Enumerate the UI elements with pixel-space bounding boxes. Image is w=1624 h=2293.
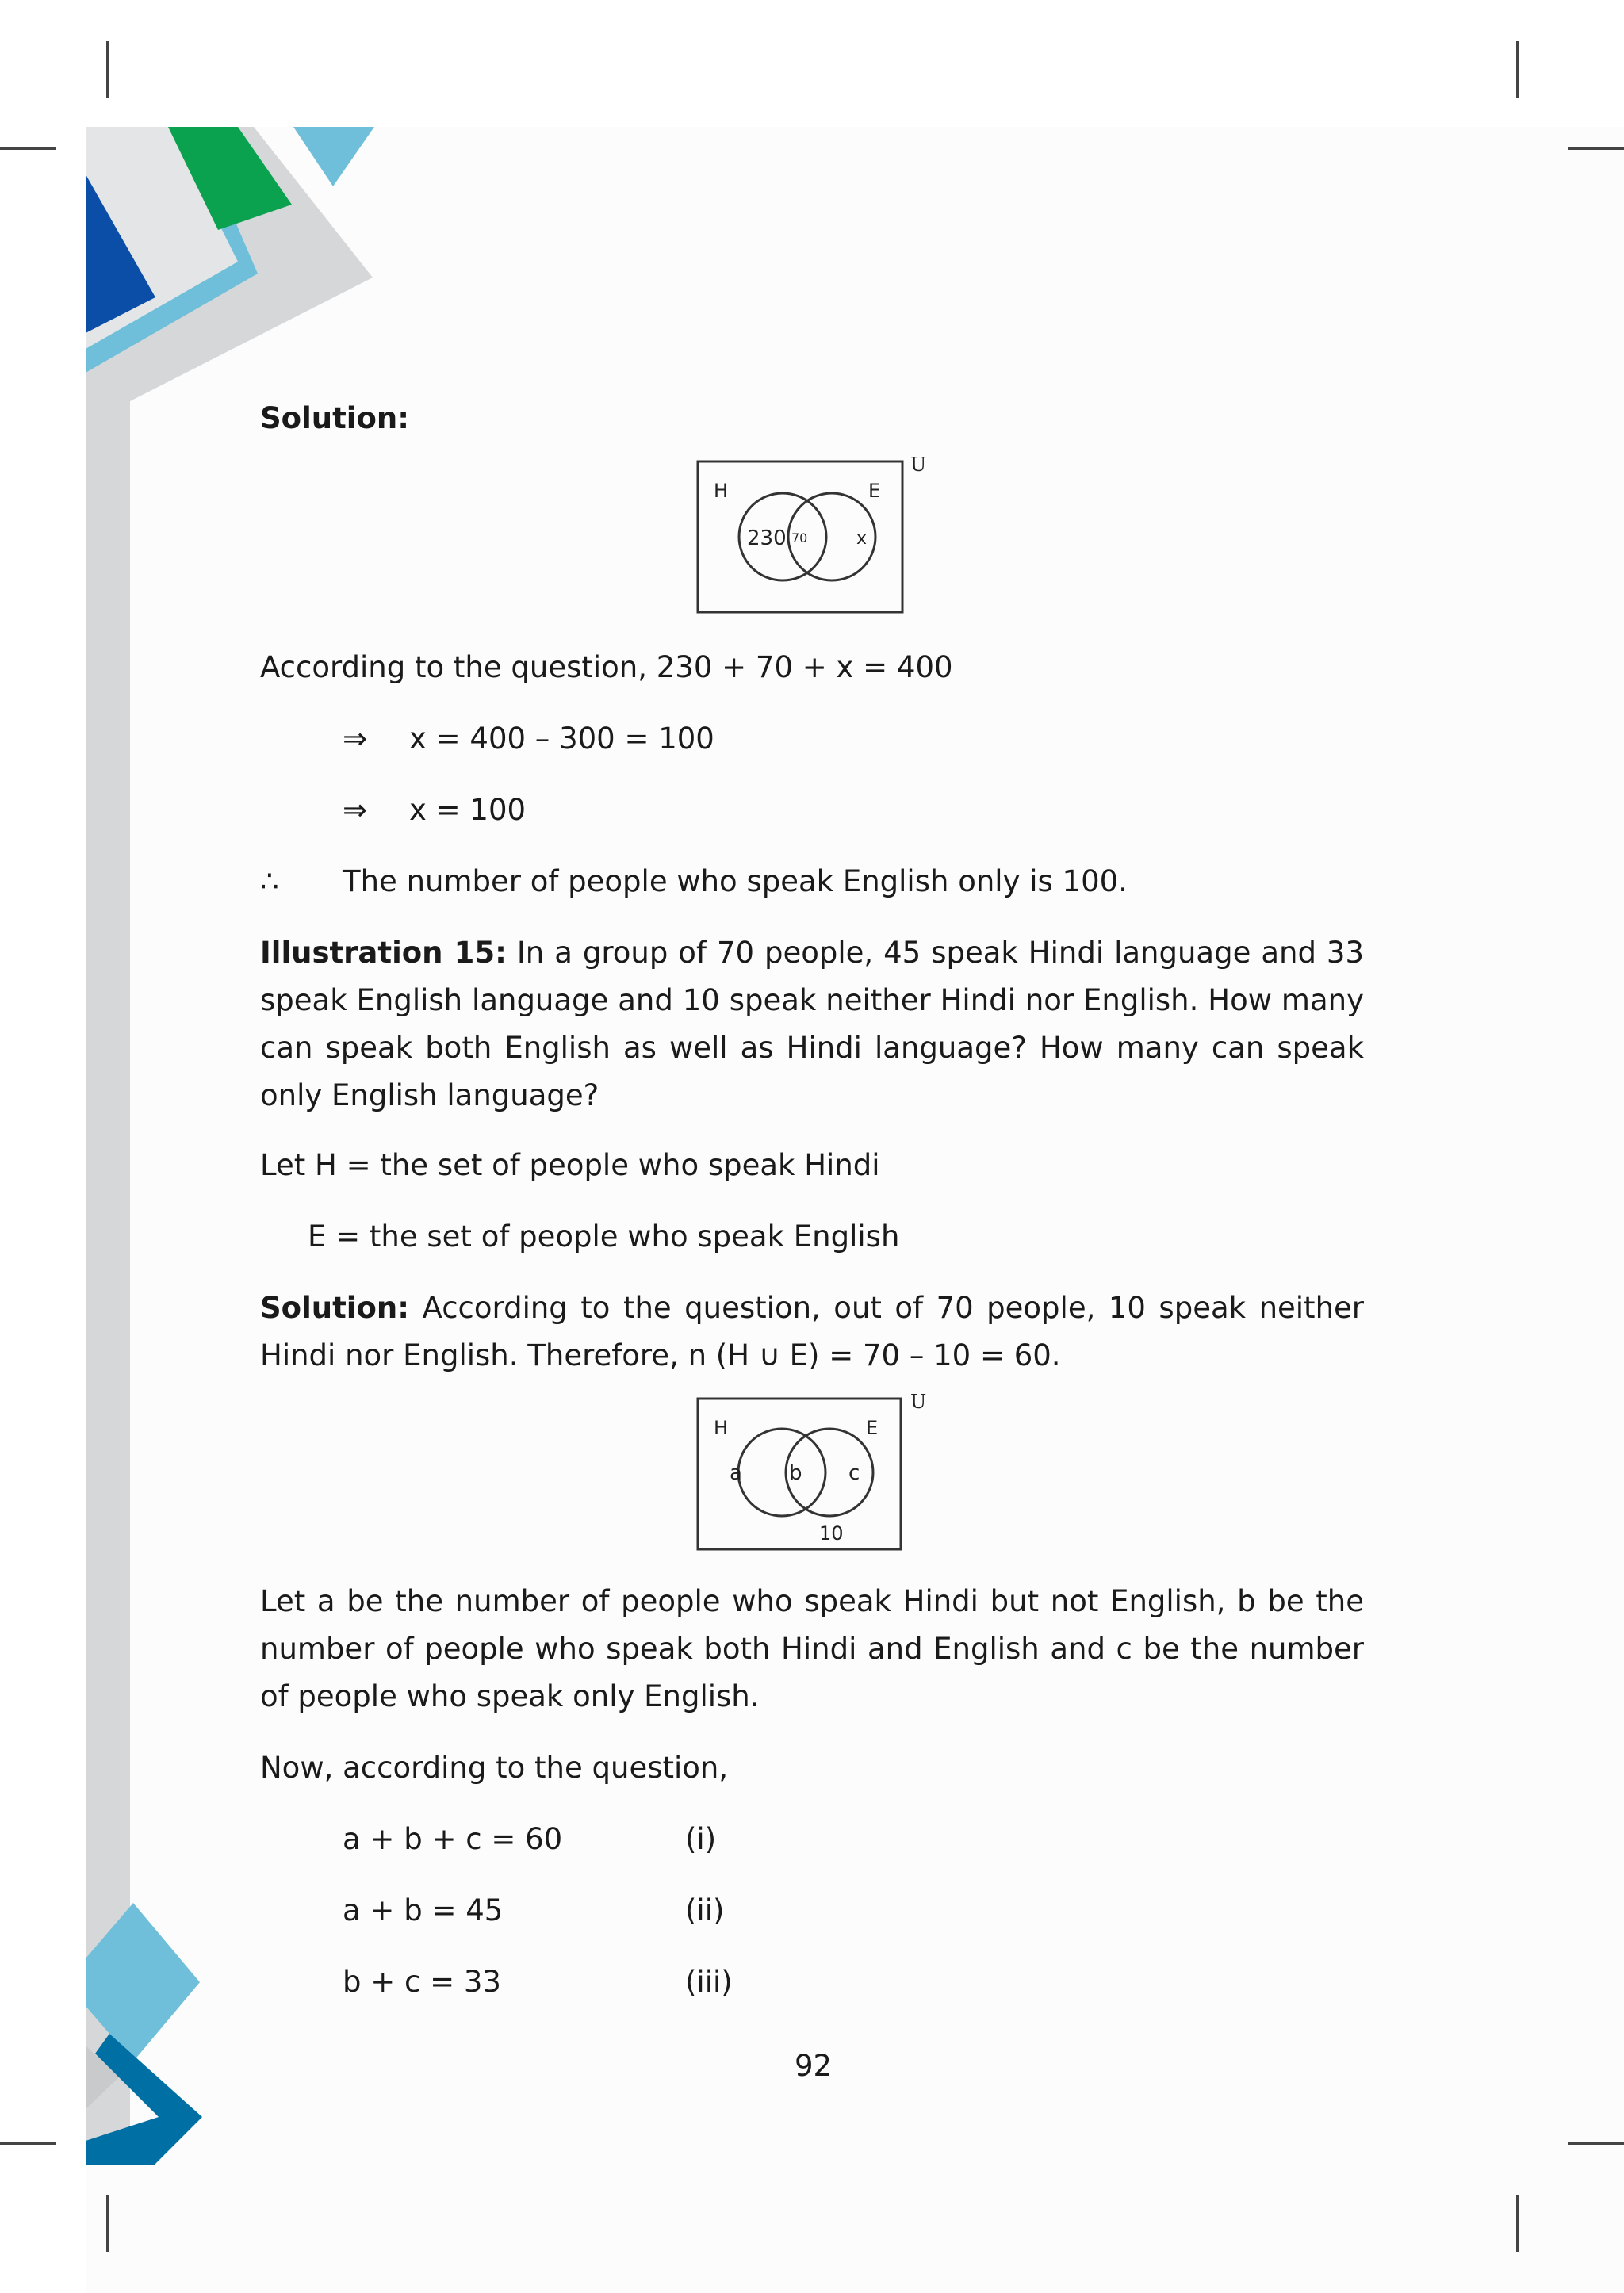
both-value: 70: [791, 530, 808, 545]
venn-diagram-2: [690, 1389, 928, 1556]
implies-symbol: ⇒: [343, 722, 368, 756]
region-c-label: c: [848, 1461, 860, 1485]
set-e-label: E: [868, 480, 881, 502]
region-a-label: a: [730, 1461, 742, 1485]
illustration-text: In a group of 70 people, 45 speak Hindi language and 33 speak English language and 10 speak neither Hindi nor English. How many can speak both English as well as Hindi language? How many can speak only English language?: [260, 936, 1364, 1112]
only-english-value: x: [856, 529, 868, 549]
universe-label: U: [910, 454, 927, 476]
equation-line: According to the question, 230 + 70 + x = 400: [260, 650, 953, 684]
illustration-label: Illustration 15:: [260, 936, 507, 970]
solution-heading: Solution:: [260, 401, 410, 435]
equation-expr: a + b = 45: [343, 1893, 504, 1927]
let-paragraph: Let a be the number of people who speak Hindi but not English, b be the number of people who speak both Hindi and English and c be the number of people who speak only English.: [260, 1584, 1364, 1713]
set-e-label: E: [866, 1417, 879, 1439]
outside-value: 10: [819, 1522, 844, 1545]
definition-h: Let H = the set of people who speak Hindi: [260, 1148, 880, 1182]
region-b-label: b: [789, 1461, 802, 1485]
venn-diagram-1: [690, 452, 928, 618]
page-number: 92: [795, 2049, 833, 2083]
solution-label: Solution:: [260, 1291, 410, 1325]
step-2: x = 100: [409, 793, 527, 827]
solution-text: According to the question, out of 70 people, 10 speak neither Hindi nor English. Therefore, n (H ∪ E) = 70 – 10 = 60.: [260, 1291, 1364, 1372]
conclusion: The number of people who speak English only is 100.: [343, 864, 1128, 898]
implies-symbol: ⇒: [343, 793, 368, 827]
equation-expr: a + b + c = 60: [343, 1822, 563, 1856]
only-hindi-value: 230: [747, 526, 787, 550]
therefore-symbol: ∴: [260, 864, 279, 898]
solution-paragraph: [260, 1284, 1364, 1380]
set-h-label: H: [714, 1417, 729, 1439]
definition-e: E = the set of people who speak English: [308, 1219, 900, 1254]
equation-expr: b + c = 33: [343, 1965, 501, 1999]
set-h-label: H: [714, 480, 729, 502]
step-1: x = 400 – 300 = 100: [409, 722, 714, 756]
now-text: Now, according to the question,: [260, 1751, 729, 1785]
illustration-paragraph: [260, 929, 1364, 1120]
equation-label: (i): [685, 1822, 717, 1856]
universe-label: U: [910, 1391, 927, 1413]
equation-label: (ii): [685, 1893, 725, 1927]
equation-label: (iii): [685, 1965, 733, 1999]
